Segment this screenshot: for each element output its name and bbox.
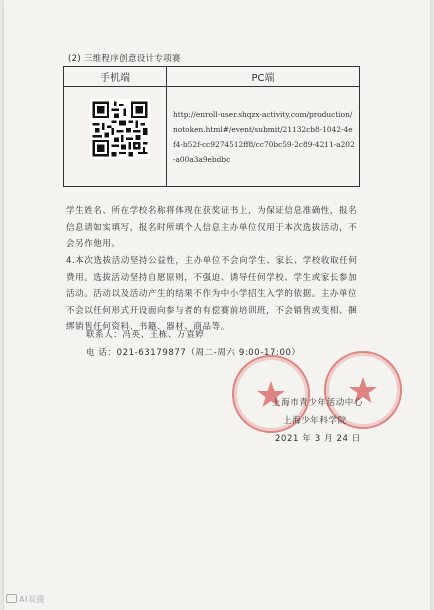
signature-date: 2021 年 3 月 24 日 <box>275 434 361 444</box>
signature-org-2: 上海少年科学院 <box>283 416 347 426</box>
registration-table <box>63 66 360 187</box>
contact-phone: 电 话：021-63179877（周二-周六 9:00-17:00） <box>86 348 301 358</box>
camera-icon <box>6 594 17 603</box>
paragraph-public-welfare: 4.本次选拔活动坚持公益性，主办单位不会向学生、家长、学校收取任何费用。选拔活动坚持自愿原则，不强迫、诱导任何学校、学生或家长参加活动。活动以及活动产生的结果不作为中小学招生入学的依据。主办单位不会以任何形式开设面向参与者的有偿赛前培训班，不会销售或变相、捆绑销售任何资料、书籍、器材、商品等。 <box>66 256 358 332</box>
signature-org-1: 上海市青少年活动中心 <box>272 398 364 408</box>
paragraph-privacy: 学生姓名、所在学校名称将体现在获奖证书上，为保证信息准确性，报名信息请如实填写，报名时所填个人信息主办单位仅用于本次选拔活动，不会另作他用。 <box>66 206 358 249</box>
qr-cell <box>64 87 167 187</box>
camera-watermark <box>6 594 45 605</box>
pc-url-link[interactable]: http://enroll-user.shqzx-activity.com/production/notoken.html#/event/submit/21132cb8-1042-4ef4-b52f-cc9274512ff8/cc70bc59-2c89-4211-a202-a00a3a9ebdbc <box>167 87 360 187</box>
mobile-column-header: 手机端 <box>64 67 167 87</box>
section-heading: (2) 三维程序创意设计专项赛 <box>68 54 181 64</box>
pc-column-header: PC端 <box>167 67 360 87</box>
document-page <box>4 0 430 610</box>
camera-watermark-text: AI双摄 <box>19 595 45 604</box>
contact-people: 联系人：冯英、王栋、万袁婷 <box>86 330 205 340</box>
qr-code-icon[interactable] <box>90 99 150 159</box>
